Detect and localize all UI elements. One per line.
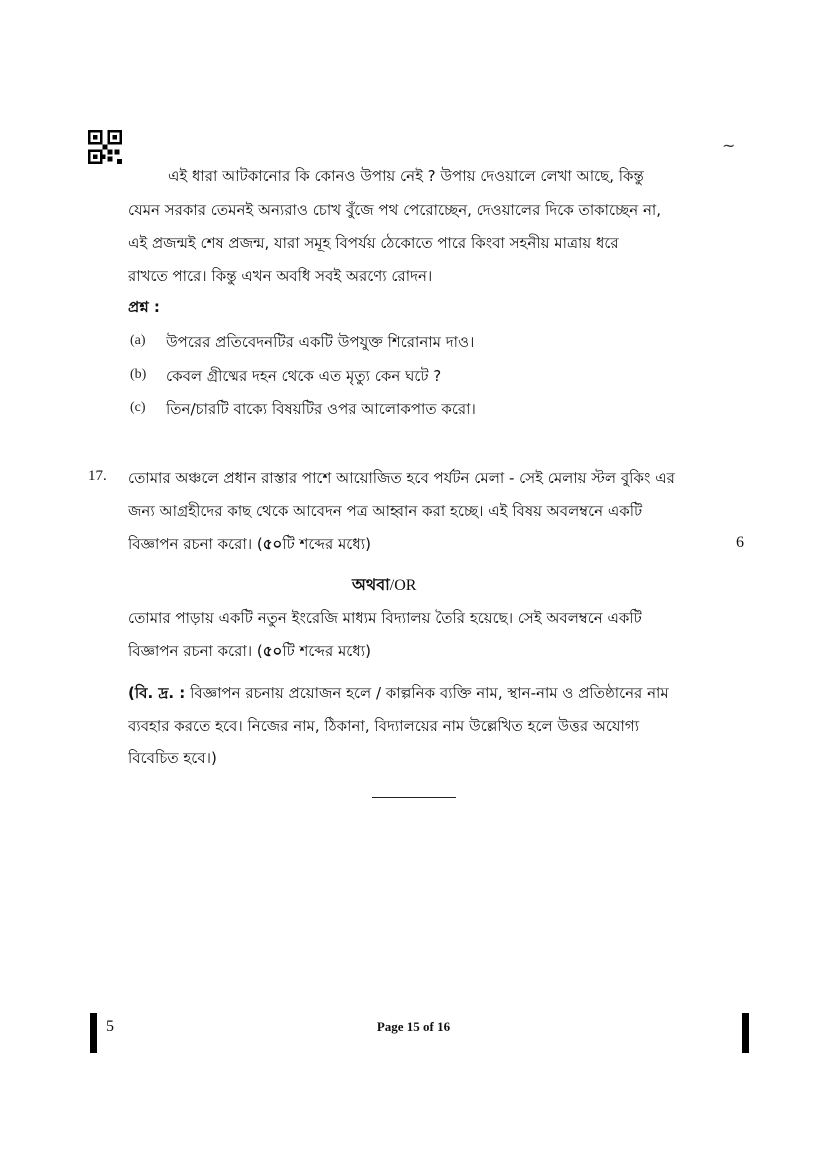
- marks-value: 6: [736, 534, 744, 551]
- passage-line-2: যেমন সরকার তেমনই অন্যরাও চোখ বুঁজে পথ পেরোচ্ছেন, দেওয়ালের দিকে তাকাচ্ছেন না,: [128, 201, 662, 219]
- left-margin-bar: [90, 1013, 97, 1053]
- question-b-text: কেবল গ্রীষ্মের দহন থেকে এত মৃত্যু কেন ঘটে ?: [166, 367, 442, 385]
- alt-line-1: তোমার পাড়ায় একটি নতুন ইংরেজি মাধ্যম বিদ্যালয় তৈরি হয়েছে। সেই অবলম্বনে একটি: [128, 609, 642, 627]
- right-margin-bar: [742, 1013, 749, 1053]
- note-line-2: ব্যবহার করতে হবে। নিজের নাম, ঠিকানা, বিদ্যালয়ের নাম উল্লেখিত হলে উত্তর অযোগ্য: [128, 717, 640, 735]
- corner-mark: ~: [722, 136, 736, 155]
- note-line-3: বিবেচিত হবে।): [128, 749, 217, 767]
- paper-code: 5: [106, 1018, 114, 1035]
- q17-line-2: জন্য আগ্রহীদের কাছ থেকে আবেদন পত্র আহ্বান করা হচ্ছে। এই বিষয় অবলম্বনে একটি: [128, 502, 643, 520]
- alt-word-limit: ৫০: [262, 642, 283, 660]
- question-a-label: (a): [130, 333, 146, 348]
- q17-line-3: বিজ্ঞাপন রচনা করো। (৫০টি শব্দের মধ্যে): [128, 535, 371, 553]
- or-divider: অথবা/OR: [352, 575, 417, 594]
- alt-line-2: বিজ্ঞাপন রচনা করো। (৫০টি শব্দের মধ্যে): [128, 642, 371, 660]
- question-17-number: 17.: [88, 468, 107, 484]
- question-b-label: (b): [130, 367, 147, 382]
- note-label: বি. দ্র. :: [134, 684, 186, 702]
- question-c-label: (c): [130, 400, 146, 415]
- note-line-1: (বি. দ্র. : বিজ্ঞাপন রচনায় প্রয়োজন হলে / কাল্পনিক ব্যক্তি নাম, স্থান-নাম ও প্রতিষ্ঠানের নাম: [128, 684, 669, 702]
- question-a-text: উপরের প্রতিবেদনটির একটি উপযুক্ত শিরোনাম দাও।: [166, 333, 475, 351]
- page-number: Page 15 of 16: [376, 1019, 451, 1034]
- question-c-text: তিন/চারটি বাক্যে বিষয়টির ওপর আলোকপাত করো।: [166, 400, 476, 418]
- passage-line-4: রাখতে পারে। কিন্তু এখন অবধি সবই অরণ্যে রোদন।: [128, 267, 433, 285]
- passage-line-3: এই প্রজন্মই শেষ প্রজন্ম, যারা সমূহ বিপর্যয় ঠেকোতে পারে কিংবা সহনীয় মাত্রায় ধরে: [128, 234, 619, 252]
- word-limit: ৫০: [262, 535, 283, 553]
- passage-line-1: এই ধারা আটকানোর কি কোনও উপায় নেই ? উপায় দেওয়ালে লেখা আছে, কিন্তু: [168, 167, 644, 185]
- qr-code-icon: [88, 130, 122, 164]
- q17-line-1: তোমার অঞ্চলে প্রধান রাস্তার পাশে আয়োজিত হবে পর্যটন মেলা - সেই মেলায় স্টল বুকিং এর: [128, 469, 675, 487]
- questions-heading: প্রশ্ন :: [128, 298, 160, 316]
- end-rule: [372, 797, 456, 798]
